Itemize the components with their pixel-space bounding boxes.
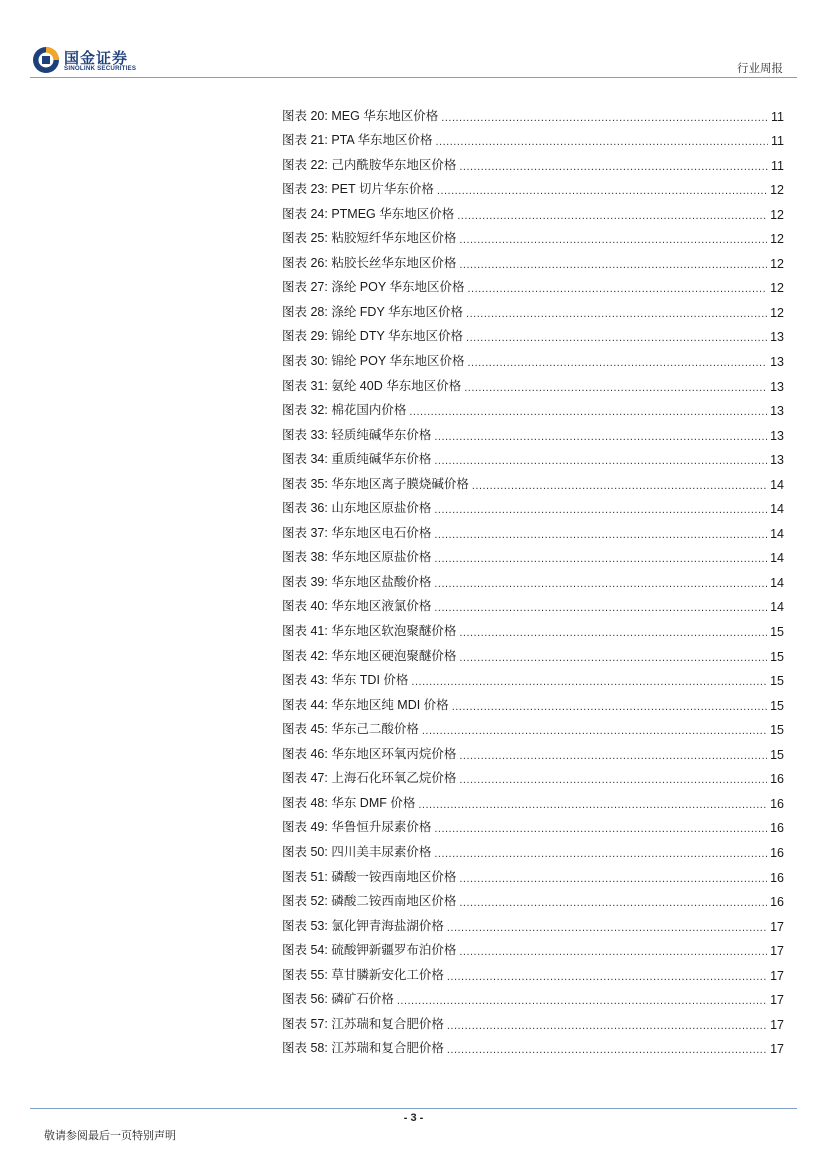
toc-entry[interactable] xyxy=(282,492,784,517)
toc-dot-leader xyxy=(397,995,767,1007)
toc-entry-label: 图表 34: 重质纯碱华东价格 xyxy=(282,452,432,467)
company-logo xyxy=(32,46,162,76)
toc-entry[interactable] xyxy=(282,516,784,541)
toc-dot-leader xyxy=(437,185,767,197)
toc-dot-leader xyxy=(459,259,767,271)
toc-dot-leader xyxy=(411,676,767,688)
toc-entry[interactable] xyxy=(282,664,784,689)
toc-entry-page: 13 xyxy=(770,379,784,394)
toc-entry-page: 17 xyxy=(770,1017,784,1032)
toc-entry-page: 12 xyxy=(770,207,784,222)
toc-entry-label: 图表 41: 华东地区软泡聚醚价格 xyxy=(282,624,457,639)
toc-entry-page: 14 xyxy=(770,600,784,615)
toc-entry[interactable] xyxy=(282,369,784,394)
toc-dot-leader xyxy=(447,922,767,934)
toc-dot-leader xyxy=(459,873,767,885)
toc-entry-label: 图表 46: 华东地区环氧丙烷价格 xyxy=(282,746,457,761)
toc-entry-page: 16 xyxy=(770,845,784,860)
toc-entry[interactable] xyxy=(282,541,784,566)
toc-entry-page: 15 xyxy=(770,625,784,640)
toc-entry-label: 图表 51: 磷酸一铵西南地区价格 xyxy=(282,869,457,884)
toc-dot-leader xyxy=(434,848,767,860)
toc-dot-leader xyxy=(422,725,767,737)
toc-dot-leader xyxy=(459,234,767,246)
toc-entry-page: 15 xyxy=(770,674,784,689)
toc-dot-leader xyxy=(447,971,767,983)
toc-entry-page: 13 xyxy=(770,355,784,370)
toc-entry[interactable] xyxy=(282,909,784,934)
toc-entry-label: 图表 49: 华鲁恒升尿素价格 xyxy=(282,820,432,835)
toc-entry[interactable] xyxy=(282,467,784,492)
toc-entry-label: 图表 57: 江苏瑞和复合肥价格 xyxy=(282,1016,444,1031)
toc-entry-label: 图表 54: 硫酸钾新疆罗布泊价格 xyxy=(282,943,457,958)
toc-entry-page: 13 xyxy=(770,428,784,443)
toc-entry[interactable] xyxy=(282,124,784,149)
toc-dot-leader xyxy=(434,553,767,565)
toc-entry[interactable] xyxy=(282,737,784,762)
toc-entry-label: 图表 38: 华东地区原盐价格 xyxy=(282,550,432,565)
toc-dot-leader xyxy=(436,136,769,148)
toc-entry-label: 图表 20: MEG 华东地区价格 xyxy=(282,108,439,123)
toc-entry-page: 15 xyxy=(770,747,784,762)
toc-dot-leader xyxy=(434,578,767,590)
toc-entry-label: 图表 48: 华东 DMF 价格 xyxy=(282,795,416,810)
footer-disclaimer: 敬请参阅最后一页特别声明 xyxy=(44,1130,176,1142)
toc-entry-label: 图表 24: PTMEG 华东地区价格 xyxy=(282,206,455,221)
toc-entry-label: 图表 31: 氨纶 40D 华东地区价格 xyxy=(282,378,462,393)
toc-entry-page: 12 xyxy=(770,305,784,320)
toc-entry[interactable] xyxy=(282,762,784,787)
toc-entry-label: 图表 27: 涤纶 POY 华东地区价格 xyxy=(282,280,465,295)
toc-entry-page: 16 xyxy=(770,796,784,811)
toc-dot-leader xyxy=(459,161,768,173)
toc-entry-page: 17 xyxy=(770,944,784,959)
header-divider xyxy=(30,77,797,78)
toc-entry[interactable] xyxy=(282,394,784,419)
toc-entry-page: 16 xyxy=(770,895,784,910)
toc-entry-page: 17 xyxy=(770,919,784,934)
toc-entry[interactable] xyxy=(282,246,784,271)
toc-entry-label: 图表 44: 华东地区纯 MDI 价格 xyxy=(282,697,449,712)
toc-entry-label: 图表 56: 磷矿石价格 xyxy=(282,992,394,1007)
toc-entry-label: 图表 39: 华东地区盐酸价格 xyxy=(282,574,432,589)
toc-entry[interactable] xyxy=(282,1032,784,1057)
figure-index-list xyxy=(282,99,784,1056)
toc-entry[interactable] xyxy=(282,786,784,811)
toc-dot-leader xyxy=(466,332,767,344)
toc-entry-label: 图表 42: 华东地区硬泡聚醚价格 xyxy=(282,648,457,663)
toc-dot-leader xyxy=(434,504,767,516)
page-number: - 3 - xyxy=(403,1112,424,1124)
toc-entry-page: 11 xyxy=(771,158,784,173)
toc-entry-page: 12 xyxy=(770,281,784,296)
report-type: 行业周报 xyxy=(737,63,783,75)
toc-dot-leader xyxy=(441,112,768,124)
toc-entry-page: 15 xyxy=(770,723,784,738)
toc-entry-page: 12 xyxy=(770,256,784,271)
toc-entry-label: 图表 35: 华东地区离子膜烧碱价格 xyxy=(282,476,469,491)
toc-entry-page: 15 xyxy=(770,649,784,664)
footer-divider xyxy=(30,1108,797,1109)
toc-dot-leader xyxy=(434,529,767,541)
toc-entry[interactable] xyxy=(282,811,784,836)
toc-entry-page: 16 xyxy=(770,821,784,836)
toc-entry-label: 图表 58: 江苏瑞和复合肥价格 xyxy=(282,1041,444,1056)
toc-entry-page: 14 xyxy=(770,526,784,541)
toc-entry-page: 17 xyxy=(770,968,784,983)
toc-dot-leader xyxy=(464,382,767,394)
toc-entry[interactable] xyxy=(282,934,784,959)
toc-entry-page: 14 xyxy=(770,502,784,517)
toc-entry-label: 图表 25: 粘胶短纤华东地区价格 xyxy=(282,231,457,246)
toc-dot-leader xyxy=(434,431,767,443)
toc-entry-label: 图表 47: 上海石化环氧乙烷价格 xyxy=(282,771,457,786)
toc-entry[interactable] xyxy=(282,614,784,639)
toc-entry-page: 13 xyxy=(770,404,784,419)
toc-dot-leader xyxy=(459,652,767,664)
toc-entry[interactable] xyxy=(282,418,784,443)
toc-dot-leader xyxy=(467,283,767,295)
toc-entry-label: 图表 37: 华东地区电石价格 xyxy=(282,525,432,540)
logo-english-name: SINOLINK SECURITIES xyxy=(64,65,137,72)
toc-entry-label: 图表 26: 粘胶长丝华东地区价格 xyxy=(282,255,457,270)
toc-entry[interactable] xyxy=(282,222,784,247)
toc-entry[interactable] xyxy=(282,295,784,320)
toc-dot-leader xyxy=(459,946,767,958)
toc-entry-label: 图表 45: 华东己二酸价格 xyxy=(282,722,419,737)
toc-entry[interactable] xyxy=(282,713,784,738)
toc-entry-page: 14 xyxy=(770,477,784,492)
toc-entry-page: 16 xyxy=(770,870,784,885)
toc-entry[interactable] xyxy=(282,860,784,885)
toc-dot-leader xyxy=(466,308,767,320)
toc-dot-leader xyxy=(459,627,767,639)
toc-entry-label: 图表 30: 锦纶 POY 华东地区价格 xyxy=(282,354,465,369)
toc-dot-leader xyxy=(447,1020,767,1032)
toc-entry-label: 图表 50: 四川美丰尿素价格 xyxy=(282,844,432,859)
toc-dot-leader xyxy=(459,897,767,909)
toc-dot-leader xyxy=(434,602,767,614)
toc-dot-leader xyxy=(467,357,767,369)
toc-entry-label: 图表 52: 磷酸二铵西南地区价格 xyxy=(282,894,457,909)
toc-entry-label: 图表 53: 氯化钾青海盐湖价格 xyxy=(282,918,444,933)
toc-entry-page: 12 xyxy=(770,183,784,198)
toc-entry[interactable] xyxy=(282,148,784,173)
toc-entry-page: 13 xyxy=(770,453,784,468)
toc-entry[interactable] xyxy=(282,958,784,983)
toc-entry[interactable] xyxy=(282,99,784,124)
page-header xyxy=(0,0,827,80)
toc-entry-label: 图表 28: 涤纶 FDY 华东地区价格 xyxy=(282,304,464,319)
toc-entry-label: 图表 55: 草甘膦新安化工价格 xyxy=(282,967,444,982)
toc-entry[interactable] xyxy=(282,885,784,910)
toc-entry-page: 14 xyxy=(770,575,784,590)
toc-entry-label: 图表 22: 己内酰胺华东地区价格 xyxy=(282,157,457,172)
toc-entry-label: 图表 29: 锦纶 DTY 华东地区价格 xyxy=(282,329,464,344)
toc-dot-leader xyxy=(409,406,767,418)
toc-entry-page: 13 xyxy=(770,330,784,345)
toc-dot-leader xyxy=(459,750,767,762)
toc-dot-leader xyxy=(418,799,767,811)
toc-entry-label: 图表 33: 轻质纯碱华东价格 xyxy=(282,427,432,442)
toc-dot-leader xyxy=(457,210,767,222)
logo-chinese-name: 国金证券 xyxy=(64,50,129,67)
toc-entry-label: 图表 32: 棉花国内价格 xyxy=(282,403,407,418)
toc-entry-label: 图表 40: 华东地区液氯价格 xyxy=(282,599,432,614)
toc-entry[interactable] xyxy=(282,173,784,198)
toc-entry-label: 图表 21: PTA 华东地区价格 xyxy=(282,133,433,148)
toc-entry[interactable] xyxy=(282,344,784,369)
toc-entry-page: 12 xyxy=(770,232,784,247)
toc-dot-leader xyxy=(447,1044,767,1056)
toc-entry-label: 图表 23: PET 切片华东价格 xyxy=(282,182,434,197)
toc-entry-page: 14 xyxy=(770,551,784,566)
toc-entry[interactable] xyxy=(282,639,784,664)
toc-entry-page: 15 xyxy=(770,698,784,713)
toc-entry[interactable] xyxy=(282,271,784,296)
toc-dot-leader xyxy=(434,823,767,835)
toc-entry-page: 16 xyxy=(770,772,784,787)
toc-entry-page: 17 xyxy=(770,993,784,1008)
sinolink-logo-icon xyxy=(32,46,60,74)
toc-entry[interactable] xyxy=(282,565,784,590)
toc-entry-page: 17 xyxy=(770,1042,784,1057)
toc-entry[interactable] xyxy=(282,590,784,615)
toc-entry-page: 11 xyxy=(771,109,784,124)
toc-dot-leader xyxy=(459,774,767,786)
toc-entry[interactable] xyxy=(282,443,784,468)
toc-entry[interactable] xyxy=(282,835,784,860)
toc-entry-label: 图表 36: 山东地区原盐价格 xyxy=(282,501,432,516)
toc-dot-leader xyxy=(452,701,767,713)
toc-entry[interactable] xyxy=(282,1007,784,1032)
toc-entry[interactable] xyxy=(282,983,784,1008)
toc-entry[interactable] xyxy=(282,197,784,222)
toc-entry-label: 图表 43: 华东 TDI 价格 xyxy=(282,673,409,688)
toc-entry[interactable] xyxy=(282,320,784,345)
toc-dot-leader xyxy=(472,480,767,492)
toc-entry-page: 11 xyxy=(771,134,784,149)
toc-dot-leader xyxy=(434,455,767,467)
toc-entry[interactable] xyxy=(282,688,784,713)
